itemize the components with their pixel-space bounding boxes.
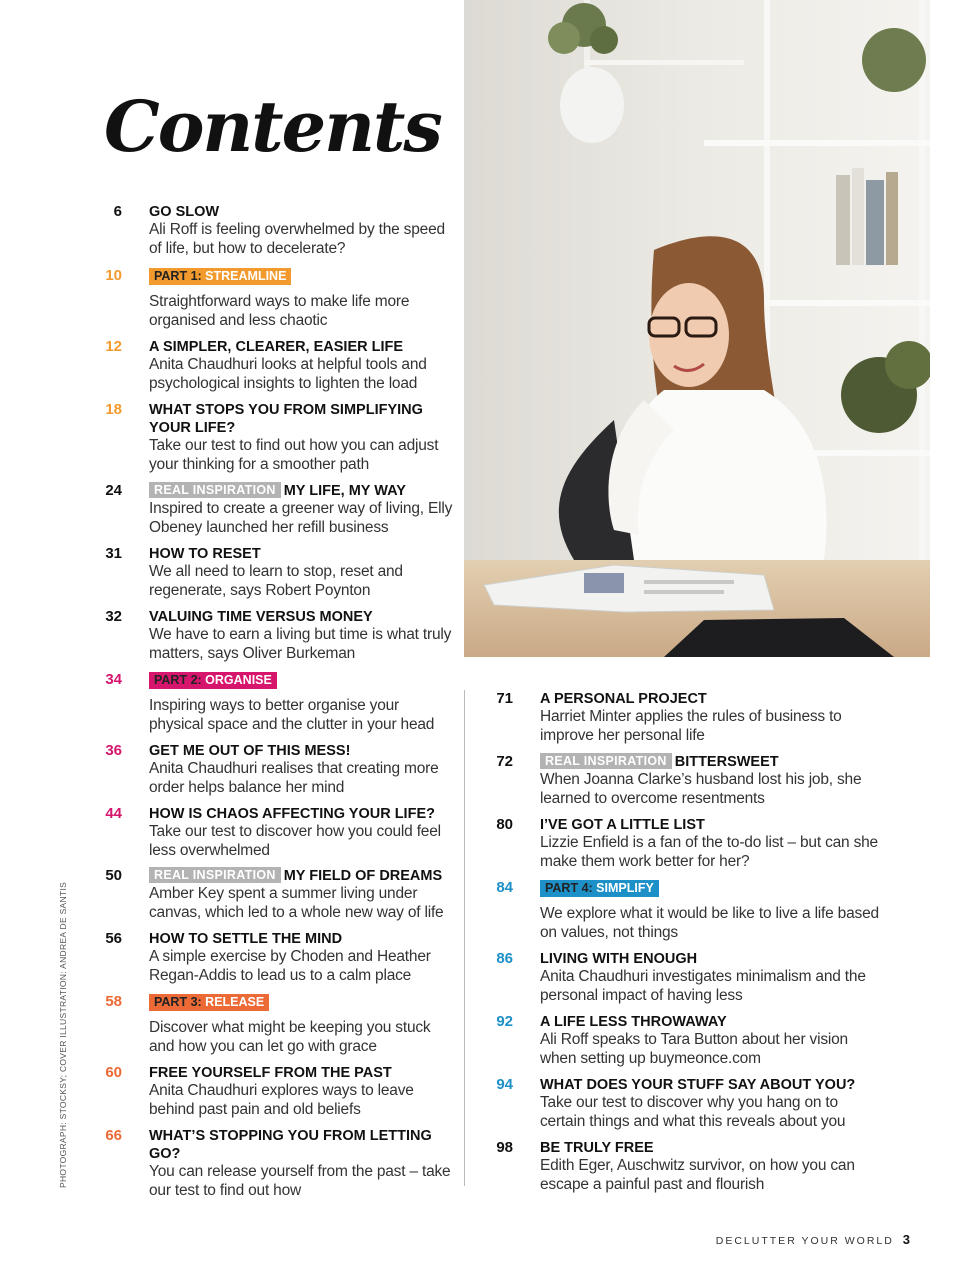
- article-heading: [149, 867, 456, 885]
- page-number-label: 24: [105, 482, 122, 499]
- article-heading: [540, 690, 887, 708]
- article-heading: [540, 816, 887, 834]
- article-title: LIVING WITH ENOUGH: [540, 951, 698, 967]
- article-description: Ali Roff speaks to Tara Button about her vision when setting up buymeonce.com: [540, 1031, 848, 1067]
- page-number-label: 50: [105, 867, 122, 884]
- article-title: VALUING TIME VERSUS MONEY: [149, 609, 373, 625]
- article-title: WHAT STOPS YOU FROM SIMPLIFYING YOUR LIFE?: [149, 402, 423, 436]
- article-heading: [540, 1139, 887, 1157]
- article-description: Inspiring ways to better organise your physical space and the clutter in your head: [149, 697, 435, 733]
- contents-entry[interactable]: [96, 742, 456, 797]
- page-number-label: 98: [496, 1139, 513, 1156]
- contents-entry[interactable]: [96, 401, 456, 474]
- contents-entry[interactable]: [487, 1076, 887, 1131]
- contents-entry[interactable]: [96, 930, 456, 985]
- part-tag: [540, 880, 659, 897]
- part-number: PART 1:: [154, 269, 202, 283]
- article-description: Anita Chaudhuri investigates minimalism and the personal impact of having less: [540, 968, 866, 1004]
- article-heading: [149, 742, 456, 760]
- contents-entry[interactable]: [96, 867, 456, 922]
- article-heading: [149, 805, 456, 823]
- part-name: RELEASE: [205, 995, 265, 1009]
- article-description: Take our test to discover how you could feel less overwhelmed: [149, 823, 441, 859]
- part-number: PART 2:: [154, 673, 202, 687]
- contents-entry[interactable]: [487, 753, 887, 808]
- page-footer: [716, 1232, 910, 1247]
- contents-list-right: [487, 690, 887, 1201]
- contents-entry[interactable]: [487, 690, 887, 745]
- page-number-label: 18: [105, 401, 122, 418]
- part-tag: [149, 672, 277, 689]
- article-description: We all need to learn to stop, reset and regenerate, says Robert Poynton: [149, 563, 403, 599]
- page-number-label: 80: [496, 816, 513, 833]
- article-title: MY LIFE, MY WAY: [283, 483, 406, 499]
- article-title: HOW TO SETTLE THE MIND: [149, 931, 343, 947]
- article-title: A PERSONAL PROJECT: [540, 691, 707, 707]
- real-inspiration-tag: REAL INSPIRATION: [149, 867, 281, 883]
- article-description: Anita Chaudhuri explores ways to leave behind past pain and old beliefs: [149, 1082, 414, 1118]
- article-title: I’VE GOT A LITTLE LIST: [540, 817, 705, 833]
- article-description: Lizzie Enfield is a fan of the to-do list – but can she make them work better for her?: [540, 834, 878, 870]
- page-number-label: 12: [105, 338, 122, 355]
- article-description: We have to earn a living but time is what truly matters, says Oliver Burkeman: [149, 626, 452, 662]
- article-heading: [149, 1127, 456, 1163]
- article-description: Straightforward ways to make life more organised and less chaotic: [149, 293, 410, 329]
- article-title: GET ME OUT OF THIS MESS!: [149, 743, 351, 759]
- real-inspiration-tag: REAL INSPIRATION: [540, 753, 672, 769]
- page-number-label: 34: [105, 671, 122, 688]
- contents-entry[interactable]: [96, 1064, 456, 1119]
- contents-list-left: [96, 203, 456, 1207]
- woman-reading-photo: [464, 0, 930, 657]
- article-description: Take our test to discover why you hang on to certain things and what this reveals about you: [540, 1094, 846, 1130]
- article-heading: [149, 203, 456, 221]
- column-divider: [464, 690, 465, 1186]
- contents-entry[interactable]: [96, 482, 456, 537]
- article-description: When Joanna Clarke’s husband lost his job, she learned to overcome resentments: [540, 771, 862, 807]
- article-title: A LIFE LESS THROWAWAY: [540, 1014, 727, 1030]
- page-number: 3: [902, 1232, 910, 1247]
- part-section-entry[interactable]: [96, 671, 456, 734]
- contents-entry[interactable]: [96, 1127, 456, 1200]
- page-number-label: 60: [105, 1064, 122, 1081]
- part-tag: [149, 268, 291, 285]
- article-heading: [540, 1013, 887, 1031]
- contents-entry[interactable]: [487, 950, 887, 1005]
- page-number-label: 58: [105, 993, 122, 1010]
- contents-entry[interactable]: [96, 203, 456, 258]
- article-heading: [149, 545, 456, 563]
- article-heading: [540, 950, 887, 968]
- article-heading: [149, 401, 456, 437]
- article-title: BITTERSWEET: [674, 754, 779, 770]
- page-number-label: 10: [105, 267, 122, 284]
- article-description: Amber Key spent a summer living under canvas, which led to a whole new way of life: [149, 885, 444, 921]
- article-heading: [149, 1064, 456, 1082]
- article-heading: [540, 1076, 887, 1094]
- article-title: MY FIELD OF DREAMS: [283, 868, 443, 884]
- part-section-entry[interactable]: [487, 879, 887, 942]
- photo-credit: PHOTOGRAPH: STOCKSY; COVER ILLUSTRATION: ANDREA DE SANTIS: [58, 881, 68, 1188]
- article-title: WHAT DOES YOUR STUFF SAY ABOUT YOU?: [540, 1077, 856, 1093]
- page-number-label: 32: [105, 608, 122, 625]
- part-section-entry[interactable]: [96, 993, 456, 1056]
- article-description: You can release yourself from the past – take our test to find out how: [149, 1163, 451, 1199]
- contents-entry[interactable]: [96, 545, 456, 600]
- part-number: PART 3:: [154, 995, 202, 1009]
- page-number-label: 6: [113, 203, 122, 220]
- article-description: Anita Chaudhuri looks at helpful tools and psychological insights to lighten the load: [149, 356, 427, 392]
- part-name: SIMPLIFY: [596, 881, 654, 895]
- contents-entry[interactable]: [96, 608, 456, 663]
- part-section-entry[interactable]: [96, 267, 456, 330]
- article-title: WHAT’S STOPPING YOU FROM LETTING GO?: [149, 1128, 432, 1162]
- article-description: We explore what it would be like to live a life based on values, not things: [540, 905, 879, 941]
- article-description: Ali Roff is feeling overwhelmed by the speed of life, but how to decelerate?: [149, 221, 445, 257]
- article-heading: [149, 482, 456, 500]
- contents-entry[interactable]: [487, 1013, 887, 1068]
- page-number-label: 66: [105, 1127, 122, 1144]
- page-title: Contents: [104, 85, 441, 168]
- page-number-label: 72: [496, 753, 513, 770]
- page-number-label: 31: [105, 545, 122, 562]
- page-number-label: 36: [105, 742, 122, 759]
- article-description: A simple exercise by Choden and Heather Regan-Addis to lead us to a calm place: [149, 948, 431, 984]
- real-inspiration-tag: REAL INSPIRATION: [149, 482, 281, 498]
- page-number-label: 92: [496, 1013, 513, 1030]
- article-description: Harriet Minter applies the rules of business to improve her personal life: [540, 708, 842, 744]
- page-number-label: 86: [496, 950, 513, 967]
- contents-entry[interactable]: [96, 805, 456, 860]
- part-number: PART 4:: [545, 881, 593, 895]
- article-heading: [149, 338, 456, 356]
- article-description: Take our test to find out how you can adjust your thinking for a smoother path: [149, 437, 439, 473]
- part-tag: [149, 994, 269, 1011]
- part-name: ORGANISE: [205, 673, 272, 687]
- article-heading: [149, 930, 456, 948]
- page-number-label: 44: [105, 805, 122, 822]
- part-name: STREAMLINE: [205, 269, 287, 283]
- article-title: HOW TO RESET: [149, 546, 261, 562]
- article-title: FREE YOURSELF FROM THE PAST: [149, 1065, 392, 1081]
- article-heading: [149, 608, 456, 626]
- contents-entry[interactable]: [96, 338, 456, 393]
- contents-entry[interactable]: [487, 816, 887, 871]
- article-description: Inspired to create a greener way of living, Elly Obeney launched her refill business: [149, 500, 453, 536]
- article-title: GO SLOW: [149, 204, 220, 220]
- article-description: Anita Chaudhuri realises that creating more order helps balance her mind: [149, 760, 439, 796]
- article-title: A SIMPLER, CLEARER, EASIER LIFE: [149, 339, 404, 355]
- page-number-label: 56: [105, 930, 122, 947]
- article-description: Discover what might be keeping you stuck and how you can let go with grace: [149, 1019, 431, 1055]
- page-number-label: 84: [496, 879, 513, 896]
- article-title: HOW IS CHAOS AFFECTING YOUR LIFE?: [149, 806, 435, 822]
- article-title: BE TRULY FREE: [540, 1140, 654, 1156]
- article-description: Edith Eger, Auschwitz survivor, on how you can escape a painful past and flourish: [540, 1157, 855, 1193]
- article-heading: [540, 753, 887, 771]
- contents-entry[interactable]: [487, 1139, 887, 1194]
- page-number-label: 94: [496, 1076, 513, 1093]
- magazine-title: DECLUTTER YOUR WORLD: [715, 1235, 894, 1247]
- page-number-label: 71: [496, 690, 513, 707]
